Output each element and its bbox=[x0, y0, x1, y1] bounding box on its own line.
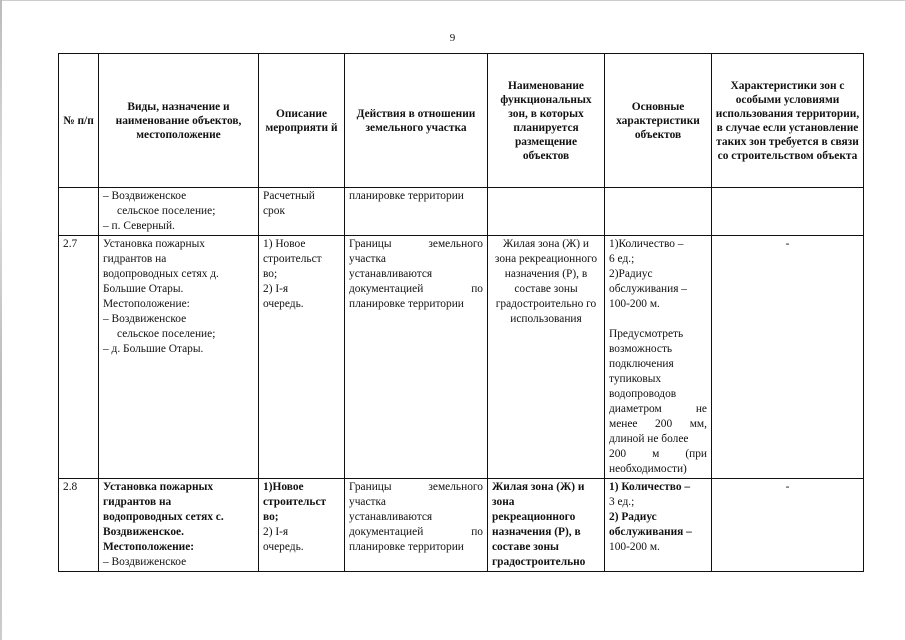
characteristics-line: 6 ед.; bbox=[609, 253, 635, 265]
cell-description bbox=[259, 236, 345, 479]
object-line: водопроводных сетях с. bbox=[103, 511, 224, 523]
action-line: устанавливаются bbox=[349, 268, 433, 280]
zones-line: Жилая зона (Ж) и bbox=[492, 481, 585, 493]
action-line: Границы земельного bbox=[349, 238, 483, 250]
cell-characteristics bbox=[605, 188, 712, 236]
characteristics-line: обслуживания – bbox=[609, 526, 692, 538]
object-line: Местоположение: bbox=[103, 541, 195, 553]
table-row bbox=[59, 236, 864, 479]
scan-edge-left bbox=[0, 0, 2, 640]
object-line: ‒ п. Северный. bbox=[103, 220, 175, 232]
scan-edge-top bbox=[0, 0, 905, 1]
header-num: № п/п bbox=[59, 54, 99, 188]
characteristics-line: необходимости) bbox=[609, 463, 687, 475]
description-line: срок bbox=[263, 205, 285, 217]
table-row bbox=[59, 188, 864, 236]
cell-special: - bbox=[712, 236, 864, 479]
header-object: Виды, назначение и наименование объектов, местоположение bbox=[99, 54, 259, 188]
description-line: 1)Новое bbox=[263, 481, 304, 493]
characteristics-line: водопроводов bbox=[609, 388, 677, 400]
characteristics-line: менее 200 мм, bbox=[609, 418, 707, 430]
description-line: во; bbox=[263, 268, 278, 280]
action-line: участка bbox=[349, 253, 386, 265]
description-line: очередь. bbox=[263, 541, 304, 553]
action-line: документацией по bbox=[349, 526, 483, 538]
description-line: 2) I-я bbox=[263, 526, 289, 538]
object-line: водопроводных сетях д. bbox=[103, 268, 219, 280]
characteristics-line bbox=[609, 312, 707, 327]
cell-num bbox=[59, 188, 99, 236]
cell-special: - bbox=[712, 479, 864, 572]
characteristics-line: диаметром не bbox=[609, 403, 707, 415]
characteristics-line: 100-200 м. bbox=[609, 298, 660, 310]
characteristics-line: 100-200 м. bbox=[609, 541, 660, 553]
page-number: 9 bbox=[449, 32, 456, 44]
header-description: Описание мероприяти й bbox=[259, 54, 345, 188]
characteristics-line: 2)Радиус bbox=[609, 268, 653, 280]
characteristics-line: возможность bbox=[609, 343, 673, 355]
cell-object bbox=[99, 236, 259, 479]
object-line: ‒ Воздвиженское bbox=[103, 556, 187, 568]
object-line: Установка пожарных bbox=[103, 481, 214, 493]
characteristics-line: тупиковых bbox=[609, 373, 662, 385]
cell-object bbox=[99, 188, 259, 236]
zones-line: составе зоны bbox=[492, 541, 559, 553]
characteristics-line: 2) Радиус bbox=[609, 511, 657, 523]
characteristics-line: 1)Количество – bbox=[609, 238, 684, 250]
header-special-zones: Характеристики зон с особыми условиями использования территории, в случае если установление таких зон требуется в связи со строительством объекта bbox=[712, 54, 864, 188]
object-line: гидрантов на bbox=[103, 253, 167, 265]
characteristics-line: 3 ед.; bbox=[609, 496, 635, 508]
description-line: 1) Новое bbox=[263, 238, 306, 250]
object-line: сельское поселение; bbox=[117, 328, 216, 340]
cell-description bbox=[259, 188, 345, 236]
zones-line: градостроительно bbox=[492, 556, 586, 568]
action-line: планировке территории bbox=[349, 298, 464, 310]
description-line: строительст bbox=[263, 253, 322, 265]
cell-num: 2.7 bbox=[59, 236, 99, 479]
cell-characteristics bbox=[605, 236, 712, 479]
object-line: сельское поселение; bbox=[117, 205, 216, 217]
zones-line: назначения (Р), в bbox=[492, 526, 581, 538]
cell-action: планировке территории bbox=[345, 188, 488, 236]
cell-action bbox=[345, 236, 488, 479]
zones-line: рекреационного bbox=[492, 511, 576, 523]
cell-zones bbox=[488, 479, 605, 572]
description-line: очередь. bbox=[263, 298, 304, 310]
object-line: Установка пожарных bbox=[103, 238, 205, 250]
action-line: документацией по bbox=[349, 283, 483, 295]
object-line: ‒ Воздвиженское bbox=[103, 190, 187, 202]
object-line: Местоположение: bbox=[103, 298, 190, 310]
object-line: ‒ Воздвиженское bbox=[103, 313, 187, 325]
characteristics-line: подключения bbox=[609, 358, 674, 370]
table-header-row bbox=[59, 54, 864, 188]
object-line: ‒ д. Большие Отары. bbox=[103, 343, 204, 355]
characteristics-line: длиной не более bbox=[609, 433, 689, 445]
zones-line: зона bbox=[492, 496, 515, 508]
action-line: участка bbox=[349, 496, 386, 508]
register-table bbox=[58, 53, 864, 572]
cell-characteristics bbox=[605, 479, 712, 572]
description-line: во; bbox=[263, 511, 279, 523]
header-action: Действия в отношении земельного участка bbox=[345, 54, 488, 188]
action-line: планировке территории bbox=[349, 541, 464, 553]
description-line: Расчетный bbox=[263, 190, 315, 202]
object-line: Большие Отары. bbox=[103, 283, 184, 295]
description-line: 2) I-я bbox=[263, 283, 289, 295]
cell-action bbox=[345, 479, 488, 572]
characteristics-line: Предусмотреть bbox=[609, 328, 684, 340]
action-line: устанавливаются bbox=[349, 511, 433, 523]
characteristics-line: 200 м (при bbox=[609, 448, 707, 460]
cell-zones: Жилая зона (Ж) и зона рекреационного назначения (Р), в составе зоны градостроительно го использования bbox=[488, 236, 605, 479]
header-zones: Наименование функциональных зон, в которых планируется размещение объектов bbox=[488, 54, 605, 188]
cell-zones bbox=[488, 188, 605, 236]
cell-num: 2.8 bbox=[59, 479, 99, 572]
object-line: гидрантов на bbox=[103, 496, 172, 508]
cell-special bbox=[712, 188, 864, 236]
characteristics-line: обслуживания – bbox=[609, 283, 687, 295]
header-characteristics: Основные характеристики объектов bbox=[605, 54, 712, 188]
description-line: строительст bbox=[263, 496, 327, 508]
cell-description bbox=[259, 479, 345, 572]
characteristics-line: 1) Количество – bbox=[609, 481, 691, 493]
cell-object bbox=[99, 479, 259, 572]
object-line: Воздвиженское. bbox=[103, 526, 184, 538]
action-line: Границы земельного bbox=[349, 481, 483, 493]
table-row bbox=[59, 479, 864, 572]
